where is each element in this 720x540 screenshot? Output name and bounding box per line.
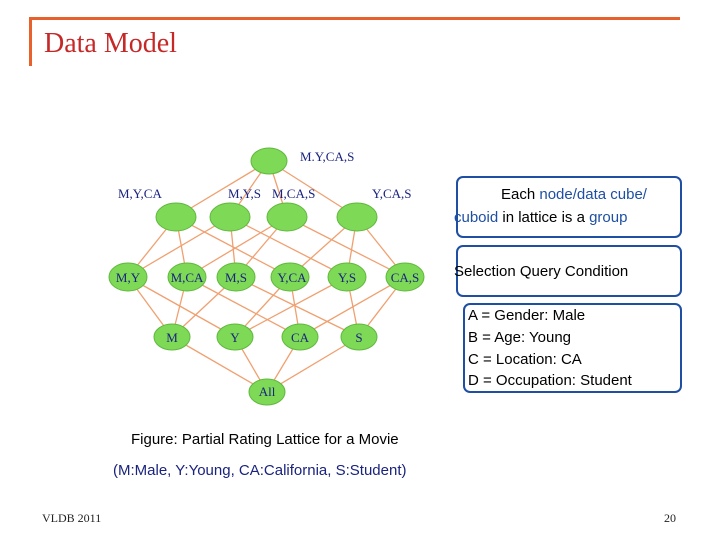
lattice-label-mcas: M,CA,S	[272, 186, 316, 201]
lattice-label-ycas: Y,CA,S	[372, 186, 412, 201]
lattice-label-mca: M,CA	[170, 270, 204, 285]
lattice-label-my: M,Y	[115, 270, 141, 285]
lattice-label-myca: M,Y,CA	[118, 186, 162, 201]
group-callout-text: Each	[501, 186, 540, 203]
abbreviation-legend: (M:Male, Y:Young, CA:California, S:Student)	[113, 462, 407, 479]
condition-d: D = Occupation: Student	[468, 372, 632, 389]
group-callout-highlight: node/data cube/	[539, 186, 647, 203]
lattice-label-all: All	[258, 384, 276, 399]
figure-caption: Figure: Partial Rating Lattice for a Movie	[131, 431, 399, 448]
lattice-label-m: M	[166, 330, 178, 345]
slide-title: Data Model	[44, 28, 177, 59]
lattice-label-cas: CA,S	[390, 270, 420, 285]
condition-c: C = Location: CA	[468, 351, 582, 368]
group-callout-highlight: cuboid	[454, 209, 499, 226]
lattice-node-mcas	[267, 203, 307, 231]
group-callout-box	[456, 176, 682, 238]
group-callout-text: in lattice is a	[498, 209, 590, 226]
lattice-label-ca: CA	[290, 330, 310, 345]
group-callout-highlight: group	[589, 209, 628, 226]
lattice-label-s: S	[355, 330, 363, 345]
lattice-node-mys	[210, 203, 250, 231]
lattice-labels	[116, 149, 419, 399]
lattice-label-yca: Y,CA	[277, 270, 307, 285]
lattice-node-myca	[156, 203, 196, 231]
condition-b: B = Age: Young	[468, 329, 572, 346]
lattice-label-ms: M,S	[224, 270, 248, 285]
lattice-label-mycas: M.Y,CA,S	[300, 149, 355, 164]
page-number: 20	[664, 511, 676, 525]
group-callout-line-1	[501, 186, 647, 203]
selection-callout-text: Selection Query Condition	[454, 263, 629, 280]
lattice-node-mycas	[251, 148, 287, 174]
lattice-label-ys: Y,S	[337, 270, 357, 285]
lattice-label-y: Y	[230, 330, 240, 345]
footer-conference: VLDB 2011	[42, 511, 102, 525]
group-callout-line-2	[454, 209, 627, 226]
conditions-box	[463, 303, 682, 393]
lattice-node-ycas	[337, 203, 377, 231]
selection-callout-box	[456, 245, 682, 297]
lattice-label-mys: M,Y,S	[228, 186, 262, 201]
condition-a: A = Gender: Male	[468, 307, 586, 324]
